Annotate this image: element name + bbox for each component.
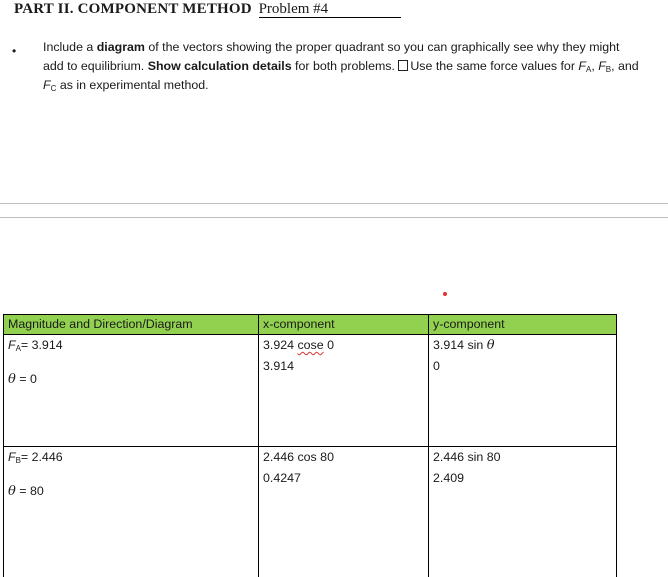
table-row: [4, 447, 617, 577]
table-header-row: [4, 315, 617, 335]
component-table: [3, 314, 617, 577]
x-expression: 2.446 cos 80: [263, 447, 424, 468]
y-component-cell: [429, 335, 617, 447]
force-a-subscript: A: [586, 65, 591, 74]
header-y-component: y-component: [429, 315, 617, 335]
instruction-text: Use the same force values for: [410, 59, 578, 73]
red-dot-mark: [443, 292, 447, 296]
force-c-subscript: C: [51, 84, 57, 93]
y-expression: [433, 335, 612, 356]
x-result: 0.4247: [263, 468, 424, 489]
force-line: [8, 447, 254, 468]
force-symbol: F: [8, 450, 16, 464]
force-b-subscript: B: [606, 65, 611, 74]
x-result: 3.914: [263, 356, 424, 377]
cell-gap: [8, 356, 254, 369]
magnitude-cell: [4, 447, 259, 577]
instruction-text: Include a: [43, 40, 97, 54]
instruction-bold-diagram: diagram: [97, 40, 145, 54]
y-result: 0: [433, 356, 612, 377]
force-a-symbol: F: [578, 59, 586, 73]
force-value: = 2.446: [21, 450, 63, 464]
header-x-component: x-component: [259, 315, 429, 335]
x-expr-function: cose: [297, 338, 323, 352]
angle-line: [8, 481, 254, 502]
y-result: 2.409: [433, 468, 612, 489]
force-subscript: A: [16, 344, 21, 353]
checkbox-icon: [398, 60, 408, 71]
x-component-cell: [259, 335, 429, 447]
x-component-cell: [259, 447, 429, 577]
x-expression: [263, 335, 424, 356]
force-symbol: F: [8, 338, 16, 352]
instruction-paragraph: [43, 38, 643, 95]
theta-symbol: θ: [8, 372, 16, 387]
instruction-separator: ,: [591, 59, 598, 73]
instruction-separator: , and: [611, 59, 639, 73]
problem-label: Problem #4: [259, 2, 401, 18]
theta-symbol: θ: [8, 484, 16, 499]
section-heading: [14, 0, 401, 18]
angle-value: = 80: [19, 484, 43, 498]
angle-value: = 0: [19, 372, 37, 386]
theta-symbol: θ: [487, 338, 495, 353]
instruction-text: as in experimental method.: [60, 78, 209, 92]
table-row: [4, 335, 617, 447]
instruction-text: for both problems.: [292, 59, 399, 73]
force-b-symbol: F: [598, 59, 606, 73]
y-component-cell: [429, 447, 617, 577]
divider-line: [0, 203, 668, 204]
bullet-icon: •: [12, 44, 16, 58]
x-expr-angle: 0: [327, 338, 334, 352]
instruction-text: of the vectors showing the proper quadrant so you can graphically see why they might add to equilibrium.: [43, 40, 620, 73]
cell-gap: [8, 468, 254, 481]
magnitude-cell: [4, 335, 259, 447]
instruction-bold-calculation: Show calculation details: [148, 59, 292, 73]
part-title: PART II. COMPONENT METHOD: [14, 1, 252, 17]
y-expr-text: 3.914 sin: [433, 338, 483, 352]
force-value: = 3.914: [21, 338, 63, 352]
force-line: [8, 335, 254, 356]
force-subscript: B: [16, 456, 21, 465]
y-expression: 2.446 sin 80: [433, 447, 612, 468]
divider-line: [0, 217, 668, 218]
force-c-symbol: F: [43, 78, 51, 92]
header-magnitude: Magnitude and Direction/Diagram: [4, 315, 259, 335]
x-expr-number: 3.924: [263, 338, 294, 352]
angle-line: [8, 369, 254, 390]
